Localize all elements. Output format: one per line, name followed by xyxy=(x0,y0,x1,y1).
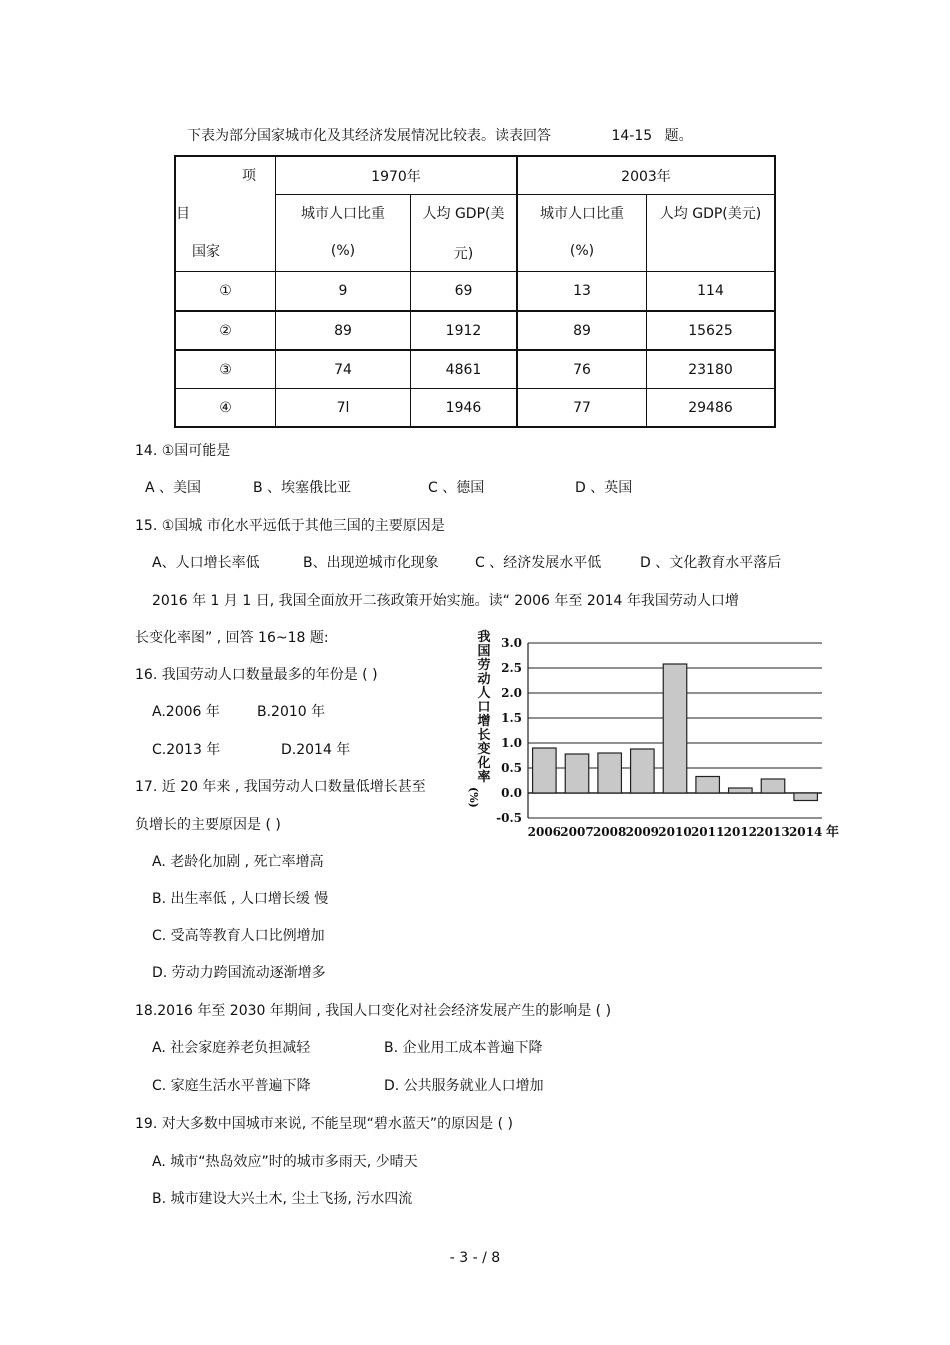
table-cell: 9 xyxy=(338,283,348,299)
chart-bar-2013 xyxy=(761,779,785,793)
q14-option-b: B 、埃塞俄比亚 xyxy=(253,480,352,496)
q16-option-c: C.2013 年 xyxy=(152,742,221,758)
chart-x-suffix: 年 xyxy=(826,825,840,840)
chart-bar-2010 xyxy=(663,664,687,793)
subheader-gdp-1970 xyxy=(411,195,516,271)
chart-x-labels xyxy=(528,824,839,840)
table-cell: 89 xyxy=(573,322,591,339)
q17-option-a: A. 老龄化加剧 , 死亡率增高 xyxy=(152,854,324,870)
chart-y-tick-label: 1.0 xyxy=(501,736,522,750)
row-country: ① xyxy=(219,283,232,299)
subheader-urban-2003-line2: (%) xyxy=(569,243,595,259)
q18-option-b: B. 企业用工成本普遍下降 xyxy=(384,1040,543,1056)
q15-option-d: D 、文化教育水平落后 xyxy=(640,555,782,571)
q16-option-d: D.2014 年 xyxy=(281,742,351,758)
subheader-urban-2003 xyxy=(518,195,646,271)
q14-option-a: A 、美国 xyxy=(145,480,202,496)
chart-y-tick-label: 1.5 xyxy=(501,711,522,725)
chart-x-label: 2009 xyxy=(625,825,660,839)
q19-option-a: A. 城市“热岛效应”时的城市多雨天, 少晴天 xyxy=(152,1154,418,1170)
chart-y-title-char: 国 xyxy=(477,644,491,659)
subheader-gdp-2003-line1: 人均 GDP(美元) xyxy=(659,206,762,222)
urbanization-table xyxy=(174,155,776,428)
chart-y-title-unit: (%) xyxy=(467,787,480,808)
chart-x-label: 2014 xyxy=(788,825,823,839)
table-intro-suffix: 题。 xyxy=(664,128,693,144)
chart-y-title-char: 口 xyxy=(477,700,491,715)
chart-y-title-char: 率 xyxy=(477,770,491,785)
year-2003-header: 2003年 xyxy=(621,168,671,185)
row-country: ④ xyxy=(219,399,232,416)
table-cell: 114 xyxy=(697,283,724,299)
subheader-urban-1970-line1: 城市人口比重 xyxy=(301,206,385,222)
table-cell: 77 xyxy=(573,399,591,416)
question-14-stem: 14. ①国可能是 xyxy=(135,443,231,459)
subheader-gdp-1970-line1: 人均 GDP(美 xyxy=(422,206,505,222)
question-19-stem: 19. 对大多数中国城市来说, 不能呈现“碧水蓝天”的原因是 ( ) xyxy=(135,1116,513,1132)
chart-y-title-char: 增 xyxy=(477,714,491,729)
chart-bars xyxy=(533,664,818,801)
table-cell: 76 xyxy=(573,361,591,378)
q18-option-a: A. 社会家庭养老负担减轻 xyxy=(152,1040,311,1056)
chart-x-label: 2012 xyxy=(723,825,758,839)
chart-y-tick-label: 3.0 xyxy=(501,636,522,650)
chart-y-title-char: 变 xyxy=(477,742,491,757)
row-country: ② xyxy=(219,322,232,339)
question-16-stem: 16. 我国劳动人口数量最多的年份是 ( ) xyxy=(135,667,378,683)
table-cell: 69 xyxy=(454,283,473,299)
chart-y-tick-label: 0.5 xyxy=(501,761,522,775)
chart-bar-2011 xyxy=(696,777,720,794)
chart-x-label: 2007 xyxy=(560,825,594,839)
chart-y-tick-label: 0.0 xyxy=(501,786,522,800)
table-cell: 1912 xyxy=(445,322,482,339)
chart-bar-2008 xyxy=(598,753,622,793)
q19-option-b: B. 城市建设大兴土木, 尘土飞扬, 污水四流 xyxy=(152,1191,413,1207)
table-cell: 29486 xyxy=(688,399,733,416)
q15-option-b: B、出现逆城市化现象 xyxy=(303,555,439,571)
q14-option-d: D 、英国 xyxy=(575,480,633,496)
chart-y-title-char: 动 xyxy=(477,672,491,687)
table-intro-text: 下表为部分国家城市化及其经济发展情况比较表。读表回答 xyxy=(187,128,551,144)
chart-bar-2006 xyxy=(533,748,557,793)
table-cell: 23180 xyxy=(688,361,733,378)
header-item-char1: 项 xyxy=(242,168,256,184)
table-cell: 1946 xyxy=(445,399,482,416)
q17-option-d: D. 劳动力跨国流动逐渐增多 xyxy=(152,965,326,981)
chart-x-label: 2013 xyxy=(756,825,790,839)
chart-x-label: 2010 xyxy=(658,825,692,839)
table-cell: 74 xyxy=(334,361,352,378)
chart-x-label: 2008 xyxy=(592,825,627,839)
page-number: - 3 - / 8 xyxy=(449,1250,501,1266)
header-item-char2: 目 xyxy=(176,206,190,222)
q18-option-d: D. 公共服务就业人口增加 xyxy=(384,1078,544,1094)
row-country: ③ xyxy=(219,361,232,378)
chart-bar-2014 xyxy=(794,793,818,801)
table-cell: 13 xyxy=(573,283,591,299)
chart-y-title-char: 劳 xyxy=(477,658,491,673)
q18-option-c: C. 家庭生活水平普遍下降 xyxy=(152,1078,311,1094)
table-intro xyxy=(187,125,693,145)
chart-y-title-char: 人 xyxy=(477,686,491,701)
question-18-stem: 18.2016 年至 2030 年期间 , 我国人口变化对社会经济发展产生的影响是 ( ) xyxy=(135,1003,612,1019)
chart-y-tick-label: -0.5 xyxy=(496,811,522,825)
table-cell: 89 xyxy=(334,322,352,339)
chart-bar-2007 xyxy=(565,754,589,793)
subheader-gdp-1970-line2: 元) xyxy=(453,246,474,262)
q17-option-b: B. 出生率低 , 人口增长缓 慢 xyxy=(152,891,329,907)
subheader-urban-1970-line2: (%) xyxy=(330,243,356,259)
subheader-gdp-2003 xyxy=(647,195,774,271)
table-cell: 4861 xyxy=(445,361,482,378)
chart-intro-line1: 2016 年 1 月 1 日, 我国全面放开二孩政策开始实施。读“ 2006 年至 2014 年我国劳动人口增 xyxy=(152,593,739,609)
subheader-urban-2003-line1: 城市人口比重 xyxy=(540,206,624,222)
table-cell: 7l xyxy=(336,399,350,416)
chart-bar-2009 xyxy=(631,749,655,793)
table-cell: 15625 xyxy=(688,322,733,339)
labor-growth-chart xyxy=(467,625,850,850)
table-intro-range: 14-15 xyxy=(611,128,653,144)
year-1970-header: 1970年 xyxy=(371,168,421,185)
q15-option-a: A、人口增长率低 xyxy=(152,555,260,571)
q14-option-c: C 、德国 xyxy=(428,480,485,496)
q15-option-c: C 、经济发展水平低 xyxy=(475,555,602,571)
chart-y-tick-label: 2.0 xyxy=(501,686,522,700)
question-15-stem: 15. ①国城 市化水平远低于其他三国的主要原因是 xyxy=(135,518,445,534)
chart-x-label: 2006 xyxy=(527,825,562,839)
question-17-stem-line2: 负增长的主要原因是 ( ) xyxy=(135,817,281,833)
header-country: 国家 xyxy=(192,244,220,260)
chart-y-ticks xyxy=(496,636,522,825)
chart-y-title-char: 长 xyxy=(477,728,491,743)
subheader-urban-1970 xyxy=(276,195,410,271)
chart-y-tick-label: 2.5 xyxy=(501,661,522,675)
chart-y-title-char: 我 xyxy=(477,630,491,645)
chart-y-axis-title xyxy=(467,630,491,808)
q16-option-b: B.2010 年 xyxy=(257,704,326,720)
chart-y-title-char: 化 xyxy=(477,756,491,771)
chart-bar-2012 xyxy=(729,788,753,793)
chart-x-label: 2011 xyxy=(690,825,725,839)
question-17-stem-line1: 17. 近 20 年来 , 我国劳动人口数量低增长甚至 xyxy=(135,779,426,795)
q17-option-c: C. 受高等教育人口比例增加 xyxy=(152,928,325,944)
q16-option-a: A.2006 年 xyxy=(152,704,220,720)
chart-intro-line2: 长变化率图” , 回答 16~18 题: xyxy=(135,630,329,646)
